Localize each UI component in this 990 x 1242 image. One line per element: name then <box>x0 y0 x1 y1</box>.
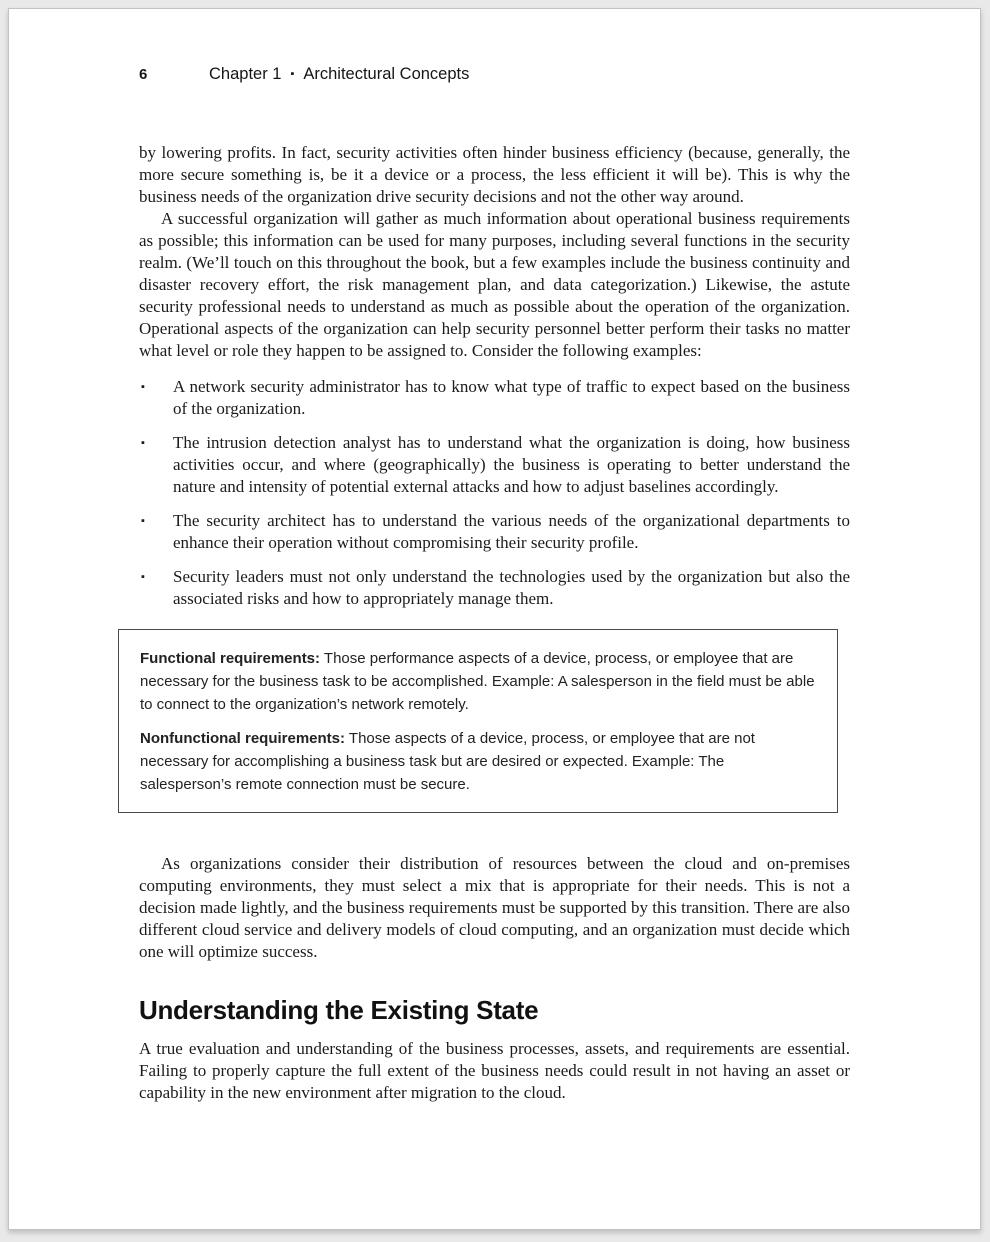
definition-item <box>140 647 817 716</box>
document-page <box>8 8 981 1230</box>
body-copy <box>139 142 850 1104</box>
definition-text: Those aspects of a device, process, or employee that are not necessary for accomplishing a business task but are desired or expected. Example: The salesperson’s remote connection must be secure. <box>140 730 755 793</box>
list-item <box>139 566 850 610</box>
square-bullet-icon: ▪ <box>141 437 145 449</box>
square-bullet-icon: ▪ <box>141 381 145 393</box>
chapter-separator-bullet-icon: ▪ <box>290 68 295 80</box>
list-item-text: The intrusion detection analyst has to understand what the organization is doing, how business activities occur, and where (geographically) the business is operating to better understand the nature and intensity of potential external attacks and how to adjust baselines accordingly. <box>173 433 850 496</box>
body-paragraph: A true evaluation and understanding of the business processes, assets, and requirements are essential. Failing to properly capture the full extent of the business needs could result in not having an asset or capability in the new environment after migration to the cloud. <box>139 1039 850 1102</box>
callout-box <box>118 629 838 813</box>
square-bullet-icon: ▪ <box>141 571 145 583</box>
chapter-heading <box>209 65 469 84</box>
page-content <box>9 9 980 1104</box>
definition-term: Nonfunctional requirements: <box>140 730 346 747</box>
page-number: 6 <box>139 66 148 83</box>
list-item-text: The security architect has to understand the various needs of the organizational departments to enhance their operation without compromising their security profile. <box>173 511 850 552</box>
chapter-label: Chapter 1 <box>209 65 282 83</box>
definition-term: Functional requirements: <box>140 650 321 667</box>
section-heading: Understanding the Existing State <box>139 995 539 1025</box>
chapter-title: Architectural Concepts <box>303 65 470 83</box>
body-paragraph: A successful organization will gather as much information about operational business requirements as possible; this information can be used for many purposes, including several functions in the security realm. (We’ll touch on this throughout the book, but a few examples include the business continuity and disaster recovery effort, the risk management plan, and data categorization.) Likewise, the astute security professional needs to understand as much as possible about the operation of the organization. Operational aspects of the organization can help security personnel better perform their tasks no matter what level or role they happen to be assigned to. Consider the following examples: <box>139 209 850 360</box>
list-item <box>139 376 850 420</box>
definition-item <box>140 727 817 796</box>
body-paragraph: As organizations consider their distribution of resources between the cloud and on-premises computing environments, they must select a mix that is appropriate for their needs. This is not a decision made lightly, and the business requirements must be supported by this transition. There are also different cloud service and delivery models of cloud computing, and an organization must decide which one will optimize success. <box>139 854 850 961</box>
square-bullet-icon: ▪ <box>141 515 145 527</box>
definition-text: Those performance aspects of a device, process, or employee that are necessary for the business task to be accomplished. Example: A salesperson in the field must be able to connect to the organization’s network remotely. <box>140 650 815 713</box>
list-item-text: A network security administrator has to know what type of traffic to expect based on the business of the organization. <box>173 377 850 418</box>
list-item <box>139 510 850 554</box>
body-paragraph: by lowering profits. In fact, security activities often hinder business efficiency (because, generally, the more secure something is, be it a device or a process, the less efficient it will be). This is why the business needs of the organization drive security decisions and not the other way around. <box>139 143 850 206</box>
bullet-list <box>139 376 850 610</box>
list-item <box>139 432 850 498</box>
running-head <box>139 65 850 84</box>
list-item-text: Security leaders must not only understand the technologies used by the organization but also the associated risks and how to appropriately manage them. <box>173 567 850 608</box>
